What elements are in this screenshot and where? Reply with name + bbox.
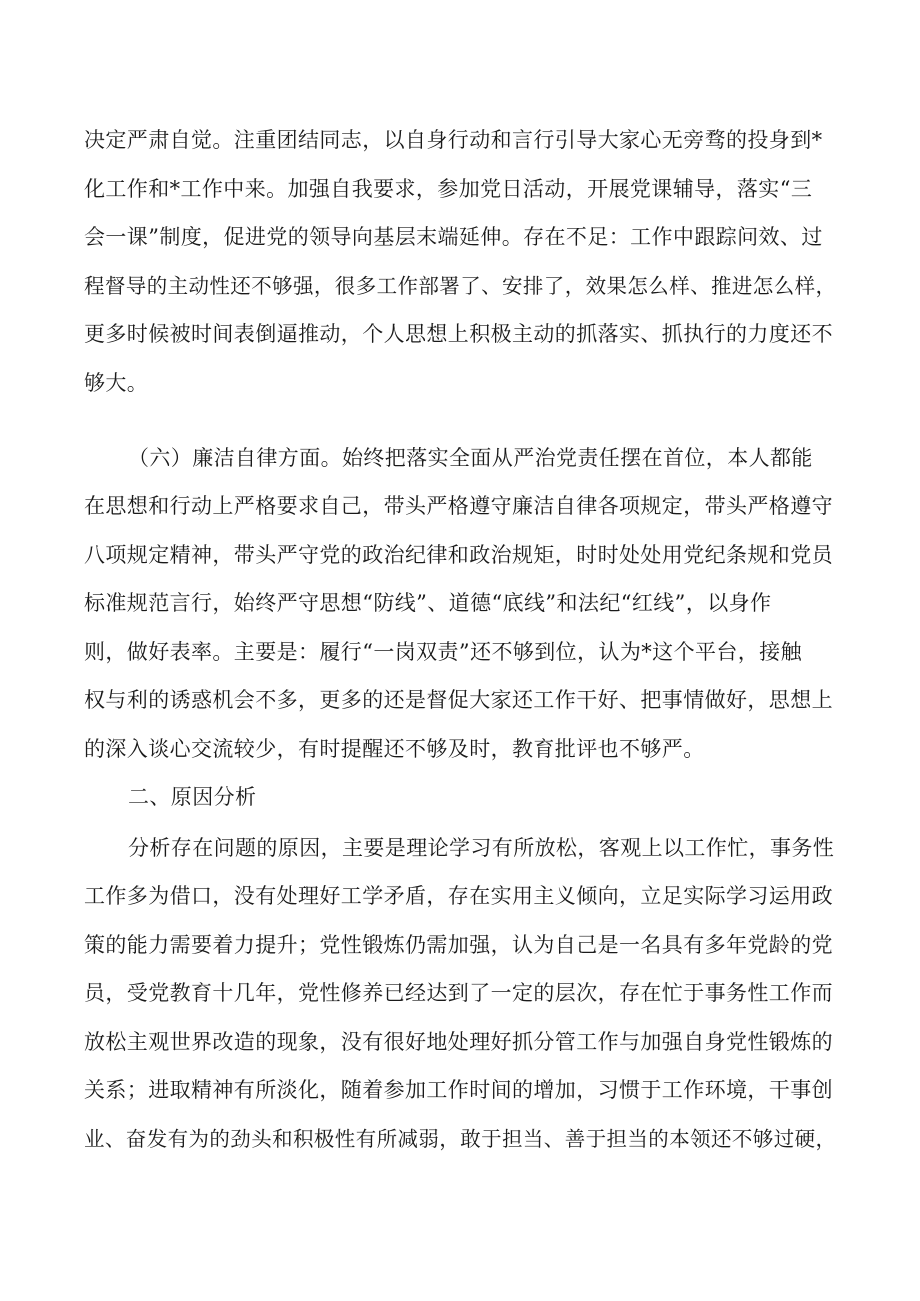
text-line: 权与利的诱惑机会不多，更多的还是督促大家还工作干好、把事情做好，思想上	[84, 688, 833, 712]
section-heading: 二、原因分析	[128, 785, 257, 809]
text-line: 策的能力需要着力提升；党性锻炼仍需加强，认为自己是一名具有多年党龄的党	[84, 933, 833, 957]
text-line: 在思想和行动上严格要求自己，带头严格遵守廉洁自律各项规定，带头严格遵守	[84, 494, 833, 518]
text-line: （六）廉洁自律方面。始终把落实全面从严治党责任摆在首位，本人都能	[128, 446, 813, 470]
text-line: 分析存在问题的原因，主要是理论学习有所放松，客观上以工作忙，事务性	[128, 836, 835, 860]
text-line: 关系；进取精神有所淡化，随着参加工作时间的增加，习惯于工作环境，干事创	[84, 1078, 833, 1102]
text-line: 则，做好表率。主要是：履行“一岗双责”还不够到位，认为*这个平台，接触	[84, 640, 802, 664]
text-line: 员，受党教育十几年，党性修养已经达到了一定的层次，存在忙于事务性工作而	[84, 981, 833, 1005]
text-line: 更多时候被时间表倒逼推动，个人思想上积极主动的抓落实、抓执行的力度还不	[84, 322, 833, 346]
text-line: 业、奋发有为的劲头和积极性有所减弱，敢于担当、善于担当的本领还不够过硬，	[84, 1127, 837, 1151]
text-line: 的深入谈心交流较少，有时提醒还不够及时，教育批评也不够严。	[84, 737, 705, 761]
text-line: 标准规范言行，始终严守思想“防线”、道德“底线”和法纪“红线”，以身作	[84, 591, 772, 615]
text-line: 八项规定精神，带头严守党的政治纪律和政治规矩，时时处处用党纪条规和党员	[84, 543, 833, 567]
text-line: 决定严肃自觉。注重团结同志，以自身行动和言行引导大家心无旁骛的投身到*	[84, 128, 823, 152]
text-line: 化工作和*工作中来。加强自我要求，参加党日活动，开展党课辅导，落实“三	[84, 177, 813, 201]
text-line: 放松主观世界改造的现象，没有很好地处理好抓分管工作与加强自身党性锻炼的	[84, 1030, 833, 1054]
text-line: 工作多为借口，没有处理好工学矛盾，存在实用主义倾向，立足实际学习运用政	[84, 884, 833, 908]
text-line: 够大。	[84, 371, 149, 395]
text-line: 程督导的主动性还不够强，很多工作部署了、安排了，效果怎么样、推进怎么样，	[84, 274, 837, 298]
text-line: 会一课”制度，促进党的领导向基层末端延伸。存在不足：工作中跟踪问效、过	[84, 225, 823, 249]
